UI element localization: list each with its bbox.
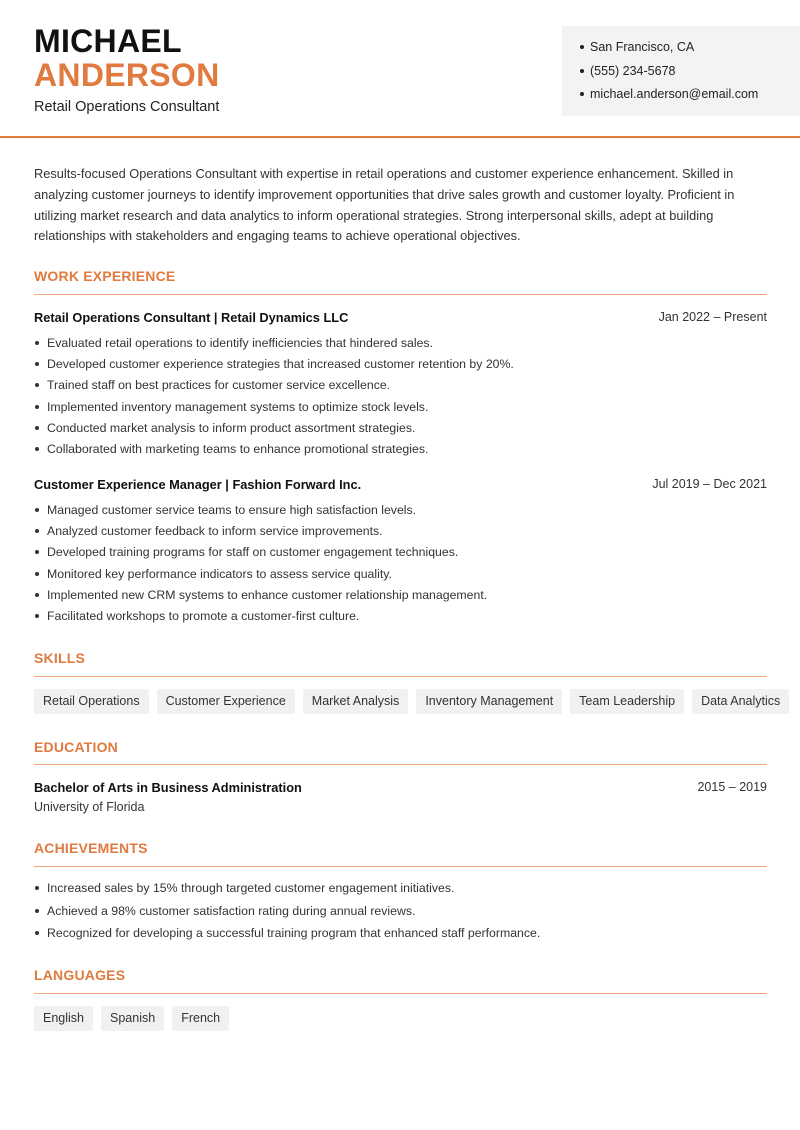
skill-chip: Market Analysis	[303, 689, 409, 714]
language-chip: English	[34, 1006, 93, 1031]
list-item: Implemented inventory management systems to optimize stock levels.	[34, 398, 767, 419]
skills-list	[34, 689, 789, 714]
contact-list	[580, 38, 800, 109]
list-item: Collaborated with marketing teams to enhance promotional strategies.	[34, 440, 767, 461]
section-divider	[34, 866, 767, 867]
job-role: Customer Experience Manager | Fashion Forward Inc.	[34, 477, 362, 492]
section-title-achievements: ACHIEVEMENTS	[34, 840, 148, 856]
list-item: Monitored key performance indicators to assess service quality.	[34, 565, 767, 586]
skill-chip: Customer Experience	[157, 689, 295, 714]
section-divider	[34, 764, 767, 765]
list-item: Trained staff on best practices for customer service excellence.	[34, 376, 767, 397]
job-bullets	[34, 501, 767, 628]
education-dates: 2015 – 2019	[697, 780, 767, 794]
section-title-work: WORK EXPERIENCE	[34, 268, 176, 284]
section-divider	[34, 993, 767, 994]
languages-list	[34, 1006, 229, 1031]
list-item: Achieved a 98% customer satisfaction rating during annual reviews.	[34, 902, 767, 925]
language-chip: French	[172, 1006, 229, 1031]
list-item: Increased sales by 15% through targeted customer engagement initiatives.	[34, 879, 767, 902]
job-dates: Jul 2019 – Dec 2021	[652, 477, 767, 491]
job-role: Retail Operations Consultant | Retail Dynamics LLC	[34, 310, 349, 325]
list-item: Conducted market analysis to inform product assortment strategies.	[34, 419, 767, 440]
list-item: Developed training programs for staff on customer engagement techniques.	[34, 543, 767, 564]
skill-chip: Retail Operations	[34, 689, 149, 714]
list-item: Managed customer service teams to ensure high satisfaction levels.	[34, 501, 767, 522]
list-item: Facilitated workshops to promote a customer-first culture.	[34, 607, 767, 628]
job-bullets	[34, 334, 767, 461]
first-name: MICHAEL	[34, 23, 182, 59]
list-item: Analyzed customer feedback to inform service improvements.	[34, 522, 767, 543]
degree: Bachelor of Arts in Business Administration	[34, 780, 302, 795]
job-dates: Jan 2022 – Present	[658, 310, 767, 324]
list-item: Developed customer experience strategies that increased customer retention by 20%.	[34, 355, 767, 376]
list-item: Recognized for developing a successful training program that enhanced staff performance.	[34, 924, 767, 947]
section-title-skills: SKILLS	[34, 650, 85, 666]
section-divider	[34, 676, 767, 677]
resume-header	[0, 0, 800, 138]
achievements-list	[34, 879, 767, 947]
section-title-languages: LANGUAGES	[34, 967, 126, 983]
contact-location: San Francisco, CA	[580, 38, 800, 62]
contact-phone: (555) 234-5678	[580, 62, 800, 86]
school-name: University of Florida	[34, 800, 145, 814]
list-item: Implemented new CRM systems to enhance customer relationship management.	[34, 586, 767, 607]
skill-chip: Data Analytics	[692, 689, 789, 714]
contact-email: michael.anderson@email.com	[580, 85, 800, 109]
skill-chip: Inventory Management	[416, 689, 562, 714]
job-header	[34, 477, 767, 492]
job-header	[34, 310, 767, 325]
job-title: Retail Operations Consultant	[34, 99, 220, 115]
language-chip: Spanish	[101, 1006, 164, 1031]
section-title-education: EDUCATION	[34, 739, 118, 755]
contact-box	[562, 26, 800, 116]
education-header	[34, 780, 767, 795]
section-divider	[34, 294, 767, 295]
list-item: Evaluated retail operations to identify inefficiencies that hindered sales.	[34, 334, 767, 355]
last-name: ANDERSON	[34, 57, 220, 93]
summary-paragraph: Results-focused Operations Consultant with expertise in retail operations and customer experience enhancement. Skilled in analyzing customer journeys to identify improvement opportunities that drive sales growth and customer loyalty. Proficient in utilizing market research and data analytics to inform operational strategies. Strong interpersonal skills, adept at building relationships with stakeholders and engaging teams to achieve operational objectives.	[34, 166, 735, 244]
skill-chip: Team Leadership	[570, 689, 684, 714]
